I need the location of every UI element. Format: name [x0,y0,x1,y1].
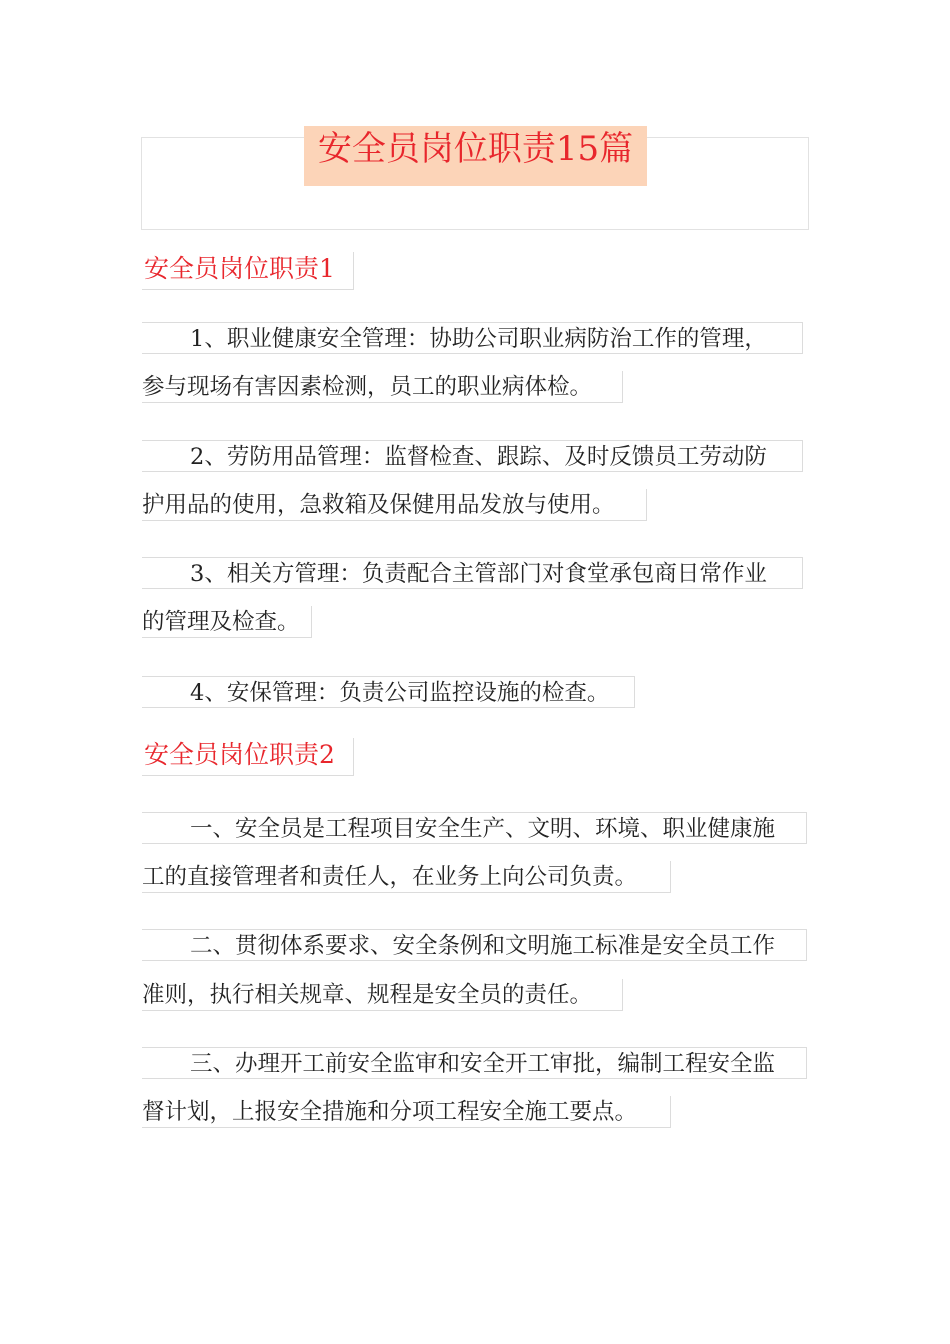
paragraph-line: 准则，执行相关规章、规程是安全员的责任。 [142,979,623,1011]
paragraph-line: 的管理及检查。 [142,606,312,638]
paragraph-line: 参与现场有害因素检测，员工的职业病体检。 [142,371,623,403]
paragraph-line: 二、贯彻体系要求、安全条例和文明施工标准是安全员工作 [142,929,807,961]
paragraph-line: 1、职业健康安全管理：协助公司职业病防治工作的管理， [142,322,803,354]
paragraph-line: 工的直接管理者和责任人，在业务上向公司负责。 [142,861,671,893]
paragraph-line: 督计划，上报安全措施和分项工程安全施工要点。 [142,1096,671,1128]
section-heading-2: 安全员岗位职责2 [142,738,354,776]
paragraph-line: 三、办理开工前安全监审和安全开工审批，编制工程安全监 [142,1047,807,1079]
paragraph-line: 护用品的使用，急救箱及保健用品发放与使用。 [142,489,647,521]
section-heading-1: 安全员岗位职责1 [142,252,354,290]
paragraph-line: 一、安全员是工程项目安全生产、文明、环境、职业健康施 [142,812,807,844]
paragraph-line: 4、安保管理：负责公司监控设施的检查。 [142,676,635,708]
paragraph-line: 3、相关方管理：负责配合主管部门对食堂承包商日常作业 [142,557,803,589]
paragraph-line: 2、劳防用品管理：监督检查、跟踪、及时反馈员工劳动防 [142,440,803,472]
document-title: 安全员岗位职责15篇 [304,126,647,186]
